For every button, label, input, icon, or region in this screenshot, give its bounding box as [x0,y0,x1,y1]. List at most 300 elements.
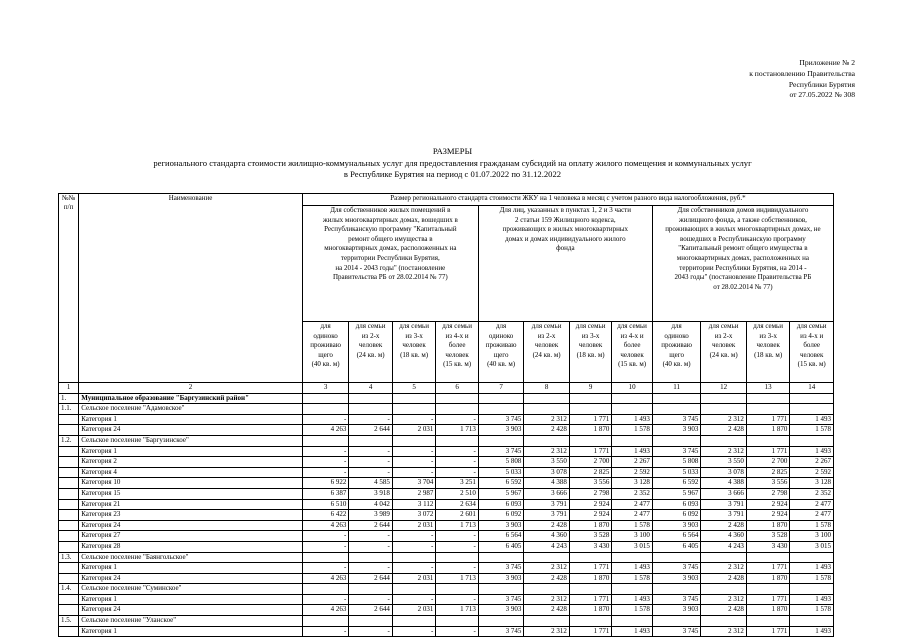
cell-value [746,393,790,404]
cell-value [569,552,611,563]
subheader-family-of-3 [569,322,611,383]
row-number [59,605,79,616]
cell-value [652,584,701,595]
cell-value: 5 033 [652,467,701,478]
table-row [59,594,834,605]
row-number [59,467,79,478]
cell-value: 1 870 [569,605,611,616]
cell-value: 2 987 [392,488,436,499]
row-name: Категория 10 [79,478,303,489]
cell-value: 4 263 [302,573,349,584]
cell-value: 2 267 [790,457,834,468]
group-capital-repair-line: Для собственников жилых помещений в [330,206,451,214]
cell-value: 3 791 [524,510,570,521]
cell-value: 3 745 [652,563,701,574]
subheader-single-resident [478,322,524,383]
cell-value: 3 745 [478,626,524,637]
cell-value: - [436,626,478,637]
subheader-family-of-3-line: человек [402,341,426,350]
cell-value [569,616,611,627]
header-name: Наименование [79,194,303,383]
cell-value [652,404,701,415]
cell-value [478,404,524,415]
cell-value: 1 870 [746,425,790,436]
subheader-family-of-4-plus-line: из 4-х и [800,331,824,340]
cell-value: 3 430 [569,541,611,552]
cell-value: 2 428 [701,425,747,436]
cell-value: 3 989 [349,510,393,521]
title-main: РАЗМЕРЫ [432,146,473,156]
cell-value [524,584,570,595]
cell-value: 6 510 [302,499,349,510]
cell-value: 3 745 [478,446,524,457]
header-group-individual-housing [652,206,833,322]
column-number: 7 [478,383,524,394]
cell-value [302,404,349,415]
cell-value [524,393,570,404]
cell-value: - [302,563,349,574]
subheader-family-of-3 [392,322,436,383]
cell-value: 4 263 [302,425,349,436]
cell-value: - [436,531,478,542]
cell-value: 1 493 [790,626,834,637]
cell-value: - [349,414,393,425]
cell-value: 6 092 [652,510,701,521]
cell-value: 1 870 [569,520,611,531]
cell-value: - [392,531,436,542]
cell-value: 5 033 [478,467,524,478]
cell-value: 6 405 [478,541,524,552]
cell-value [569,404,611,415]
row-name: Сельское поселение "Суминское" [79,584,303,595]
cell-value: - [436,563,478,574]
cell-value: 1 578 [612,425,652,436]
cell-value [349,552,393,563]
subheader-family-of-4-plus-line: для семьи [796,322,827,330]
cell-value: 4 042 [349,499,393,510]
row-number [59,425,79,436]
cell-value: 2 312 [524,594,570,605]
row-number: 1. [59,393,79,404]
cell-value: - [392,446,436,457]
table-row [59,446,834,457]
group-capital-repair-line: жилых многоквартирных домах, вошедших в [322,215,458,224]
cell-value: 2 312 [701,414,747,425]
subheader-family-of-4-plus-line: (15 кв. м) [443,360,472,369]
row-name: Категория 15 [79,488,303,499]
row-number [59,531,79,542]
subheader-family-of-2 [701,322,747,383]
cell-value: - [436,414,478,425]
cell-value: - [436,467,478,478]
subheader-family-of-2-line: из 2-х [361,331,380,340]
row-name: Муниципальное образование "Баргузинский район" [79,393,303,404]
cell-value: 1 578 [612,605,652,616]
cell-value: 4 360 [524,531,570,542]
cell-value [701,404,747,415]
cell-value: - [349,563,393,574]
cell-value: 4 263 [302,520,349,531]
cell-value: 3 903 [478,573,524,584]
cell-value: 2 510 [436,488,478,499]
settlement-row [59,552,834,563]
cell-value: 2 312 [701,626,747,637]
cell-value: 6 422 [302,510,349,521]
cell-value: 2 428 [701,520,747,531]
row-name: Категория 1 [79,446,303,457]
group-individual-housing-line: территории Республики Бурятия, на 2014 - [679,263,807,272]
cell-value: 3 100 [612,531,652,542]
cell-value: - [436,457,478,468]
column-number: 9 [569,383,611,394]
group-individual-housing-line: "Капитальный ремонт общего имущества в [678,244,808,253]
cell-value: - [302,594,349,605]
cell-value [436,616,478,627]
group-capital-repair-line: территории Республики Бурятия, [340,253,440,262]
row-number [59,457,79,468]
subheader-family-of-3-line: человек [578,341,603,350]
cell-value: 4 360 [701,531,747,542]
cell-value: 2 352 [790,488,834,499]
subheader-single-resident [652,322,701,383]
cell-value: 2 644 [349,425,393,436]
cell-value: 3 918 [349,488,393,499]
cell-value: 3 791 [701,499,747,510]
subheader-family-of-2-line: для семьи [708,322,739,330]
cell-value: 1 771 [746,594,790,605]
cell-value [612,435,652,446]
subheader-single-resident-line: проживаю [485,341,517,350]
group-article-159-line: 2 статьи 159 Жилищного кодекса, [515,215,616,224]
cell-value: 2 312 [524,414,570,425]
cell-value [302,584,349,595]
cell-value: 3 015 [790,541,834,552]
cell-value [436,435,478,446]
cell-value: 3 528 [569,531,611,542]
cell-value: 1 771 [746,414,790,425]
cell-value [349,435,393,446]
row-number: 1.5. [59,616,79,627]
cell-value: 1 713 [436,605,478,616]
subheader-family-of-4-plus-line: из 4-х и [445,331,469,340]
row-name: Сельское поселение "Адамовское" [79,404,303,415]
cell-value: 1 771 [569,563,611,574]
cell-value: 2 825 [569,467,611,478]
document-title [0,146,905,181]
cell-value: 3 903 [652,520,701,531]
cell-value: 1 870 [569,573,611,584]
group-capital-repair-line: ремонт общего имущества в [348,234,433,243]
subheader-family-of-4-plus-line: более [803,341,821,350]
cell-value: 6 093 [652,499,701,510]
subheader-single-resident-line: (40 кв. м) [311,360,340,369]
cell-value [701,435,747,446]
settlement-row [59,584,834,595]
cell-value: 1 713 [436,520,478,531]
column-number: 4 [349,383,393,394]
row-number: 1.2. [59,435,79,446]
cell-value: 2 312 [701,594,747,605]
cell-value: 4 388 [701,478,747,489]
cell-value: 2 031 [392,605,436,616]
subheader-family-of-3-line: (18 кв. м) [400,350,429,359]
cell-value: 2 428 [524,605,570,616]
row-number [59,541,79,552]
cell-value: 3 128 [612,478,652,489]
cell-value: 2 031 [392,520,436,531]
cell-value: - [392,541,436,552]
subheader-family-of-4-plus-line: из 4-х и [620,331,644,340]
group-individual-housing-line: Для собственников домов индивидуального [677,206,809,214]
cell-value: 3 745 [478,414,524,425]
cell-value [478,552,524,563]
row-number [59,520,79,531]
cell-value [569,435,611,446]
cell-value: - [302,626,349,637]
appendix-block [640,58,855,101]
subheader-single-resident [302,322,349,383]
table-row [59,541,834,552]
subheader-family-of-2 [349,322,393,383]
cell-value: 6 592 [478,478,524,489]
cell-value [790,616,834,627]
cell-value: 3 903 [652,573,701,584]
cell-value [612,584,652,595]
cell-value: 3 745 [652,446,701,457]
table-row [59,626,834,637]
cell-value [392,404,436,415]
cell-value: 2 798 [569,488,611,499]
cell-value: 3 112 [392,499,436,510]
cell-value: 1 771 [569,626,611,637]
subheader-family-of-2 [524,322,570,383]
cell-value: 2 601 [436,510,478,521]
subheader-family-of-4-plus-line: человек [445,350,469,359]
subheader-family-of-2-line: из 2-х [714,331,733,340]
subheader-family-of-2-line: (24 кв. м) [356,350,385,359]
subheader-family-of-2-line: человек [358,341,383,350]
table-row [59,457,834,468]
cell-value: 2 644 [349,605,393,616]
column-number: 3 [302,383,349,394]
row-number [59,563,79,574]
cell-value: 3 903 [478,605,524,616]
row-number [59,573,79,584]
cell-value: 2 312 [701,446,747,457]
group-article-159-line: домах и домах индивидуального жилого [505,234,626,243]
table-row [59,605,834,616]
subheader-family-of-3-line: для семьи [753,322,783,330]
row-name: Категория 24 [79,425,303,436]
header-size: Размер регионального стандарта стоимости ЖКУ на 1 человека в месяц с учетом разного вида налогообложения, руб.* [302,194,833,206]
cell-value [746,584,790,595]
cell-value: 3 556 [569,478,611,489]
cell-value [746,616,790,627]
group-individual-housing-line: проживающих в жилых многоквартирных домах, не [665,225,821,234]
cell-value [746,404,790,415]
cell-value: 3 430 [746,541,790,552]
subheader-single-resident-line: одиноко [313,331,338,340]
cell-value: 5 967 [652,488,701,499]
cell-value [569,584,611,595]
row-number [59,488,79,499]
cell-value: 1 493 [612,594,652,605]
cell-value: - [436,446,478,457]
cell-value: 1 771 [569,594,611,605]
cell-value: 2 644 [349,520,393,531]
cell-value: 1 870 [746,605,790,616]
cell-value: 3 072 [392,510,436,521]
cell-value [652,616,701,627]
cell-value: 1 771 [569,414,611,425]
subheader-family-of-4-plus [612,322,652,383]
cell-value: 2 477 [790,499,834,510]
subheader-single-resident-line: щего [493,350,509,359]
subheader-family-of-3-line: для семьи [399,322,429,330]
row-number [59,594,79,605]
subheader-family-of-4-plus-line: (15 кв. м) [618,360,647,369]
settlement-row [59,435,834,446]
cell-value: 3 903 [652,605,701,616]
column-number: 1 [59,383,79,394]
cell-value: - [302,467,349,478]
cell-value [612,552,652,563]
cell-value: 1 578 [790,520,834,531]
column-number: 11 [652,383,701,394]
cell-value [302,616,349,627]
cell-value: 5 808 [652,457,701,468]
subheader-single-resident-line: щего [318,350,333,359]
row-number [59,414,79,425]
title-line-2: регионального стандарта стоимости жилищно-коммунальных услуг для предоставления гражданам субсидий на оплату жилого помещения и коммунальных услуг [153,157,752,168]
cell-value: 2 477 [612,510,652,521]
subheader-family-of-3-line: (18 кв. м) [754,350,783,359]
cell-value: 2 312 [701,563,747,574]
row-number: 1.1. [59,404,79,415]
cell-value: 1 578 [790,573,834,584]
cell-value: 2 428 [701,605,747,616]
row-name: Категория 24 [79,573,303,584]
column-number: 13 [746,383,790,394]
column-number: 5 [392,383,436,394]
cell-value [302,393,349,404]
cell-value: 3 791 [701,510,747,521]
cell-value [790,404,834,415]
subheader-family-of-4-plus-line: более [448,341,466,350]
group-article-159-line: Для лиц, указанных в пунктах 1, 2 и 3 части [499,206,631,214]
cell-value: 2 031 [392,573,436,584]
row-name: Категория 1 [79,594,303,605]
cell-value [392,552,436,563]
cell-value [701,616,747,627]
row-number [59,446,79,457]
cell-value: - [349,531,393,542]
subheader-family-of-4-plus-line: для семьи [442,322,472,330]
cell-value: 1 578 [790,605,834,616]
cell-value [478,616,524,627]
subheader-family-of-3-line: из 3-х [405,331,423,340]
table-row [59,499,834,510]
group-article-159-line: фонда [556,244,575,253]
group-capital-repair-line: Правительства РБ от 28.02.2014 № 77) [332,273,448,282]
title-line-3: в Республике Бурятия на период с 01.07.2022 по 31.12.2022 [343,169,562,179]
cell-value: 3 745 [652,414,701,425]
cell-value: 3 745 [652,626,701,637]
column-number: 10 [612,383,652,394]
cell-value: 2 700 [746,457,790,468]
cell-value: - [392,457,436,468]
cell-value: 3 903 [478,425,524,436]
table-row [59,425,834,436]
cell-value: 1 713 [436,425,478,436]
cell-value: 2 644 [349,573,393,584]
cell-value [436,393,478,404]
row-number [59,478,79,489]
cell-value [392,393,436,404]
cell-value [478,393,524,404]
cell-value: 1 493 [612,626,652,637]
table-row [59,510,834,521]
appendix-line-3: Республики Бурятия [788,79,855,89]
cell-value: - [392,467,436,478]
cell-value: 1 771 [746,446,790,457]
cell-value: 1 578 [612,520,652,531]
cell-value [612,393,652,404]
cell-value [612,404,652,415]
column-number: 12 [701,383,747,394]
cell-value: - [349,594,393,605]
row-name: Категория 27 [79,531,303,542]
group-individual-housing-line: 2043 годы" (постановление Правительства РБ [674,273,812,282]
cell-value [652,552,701,563]
row-number [59,499,79,510]
table-row [59,520,834,531]
subheader-single-resident-line: проживаю [661,341,692,350]
subheader-family-of-2-line: (24 кв. м) [532,350,561,359]
municipality-row [59,393,834,404]
cell-value: - [302,541,349,552]
cell-value: - [302,531,349,542]
cell-value [524,552,570,563]
table-row [59,467,834,478]
cell-value [612,616,652,627]
cell-value: 3 903 [478,520,524,531]
cell-value: 1 771 [746,563,790,574]
cell-value: 2 592 [790,467,834,478]
subheader-family-of-4-plus-line: человек [800,350,824,359]
cell-value: - [392,414,436,425]
cell-value: 2 031 [392,425,436,436]
row-name: Категория 1 [79,414,303,425]
cell-value: 2 634 [436,499,478,510]
row-name: Категория 24 [79,605,303,616]
cell-value: 3 528 [746,531,790,542]
cell-value: 2 924 [569,510,611,521]
subheader-family-of-2-line: человек [711,341,736,350]
cell-value: 1 713 [436,573,478,584]
subheader-single-resident-line: одиноко [488,331,514,340]
cell-value [746,552,790,563]
group-capital-repair-line: Республиканскую программу "Капитальный [324,225,457,234]
cell-value: 3 903 [652,425,701,436]
cell-value: 1 493 [790,594,834,605]
cell-value [790,435,834,446]
settlement-row [59,404,834,415]
cell-value [349,393,393,404]
cell-value: 4 263 [302,605,349,616]
row-name: Категория 28 [79,541,303,552]
cell-value: 6 093 [478,499,524,510]
